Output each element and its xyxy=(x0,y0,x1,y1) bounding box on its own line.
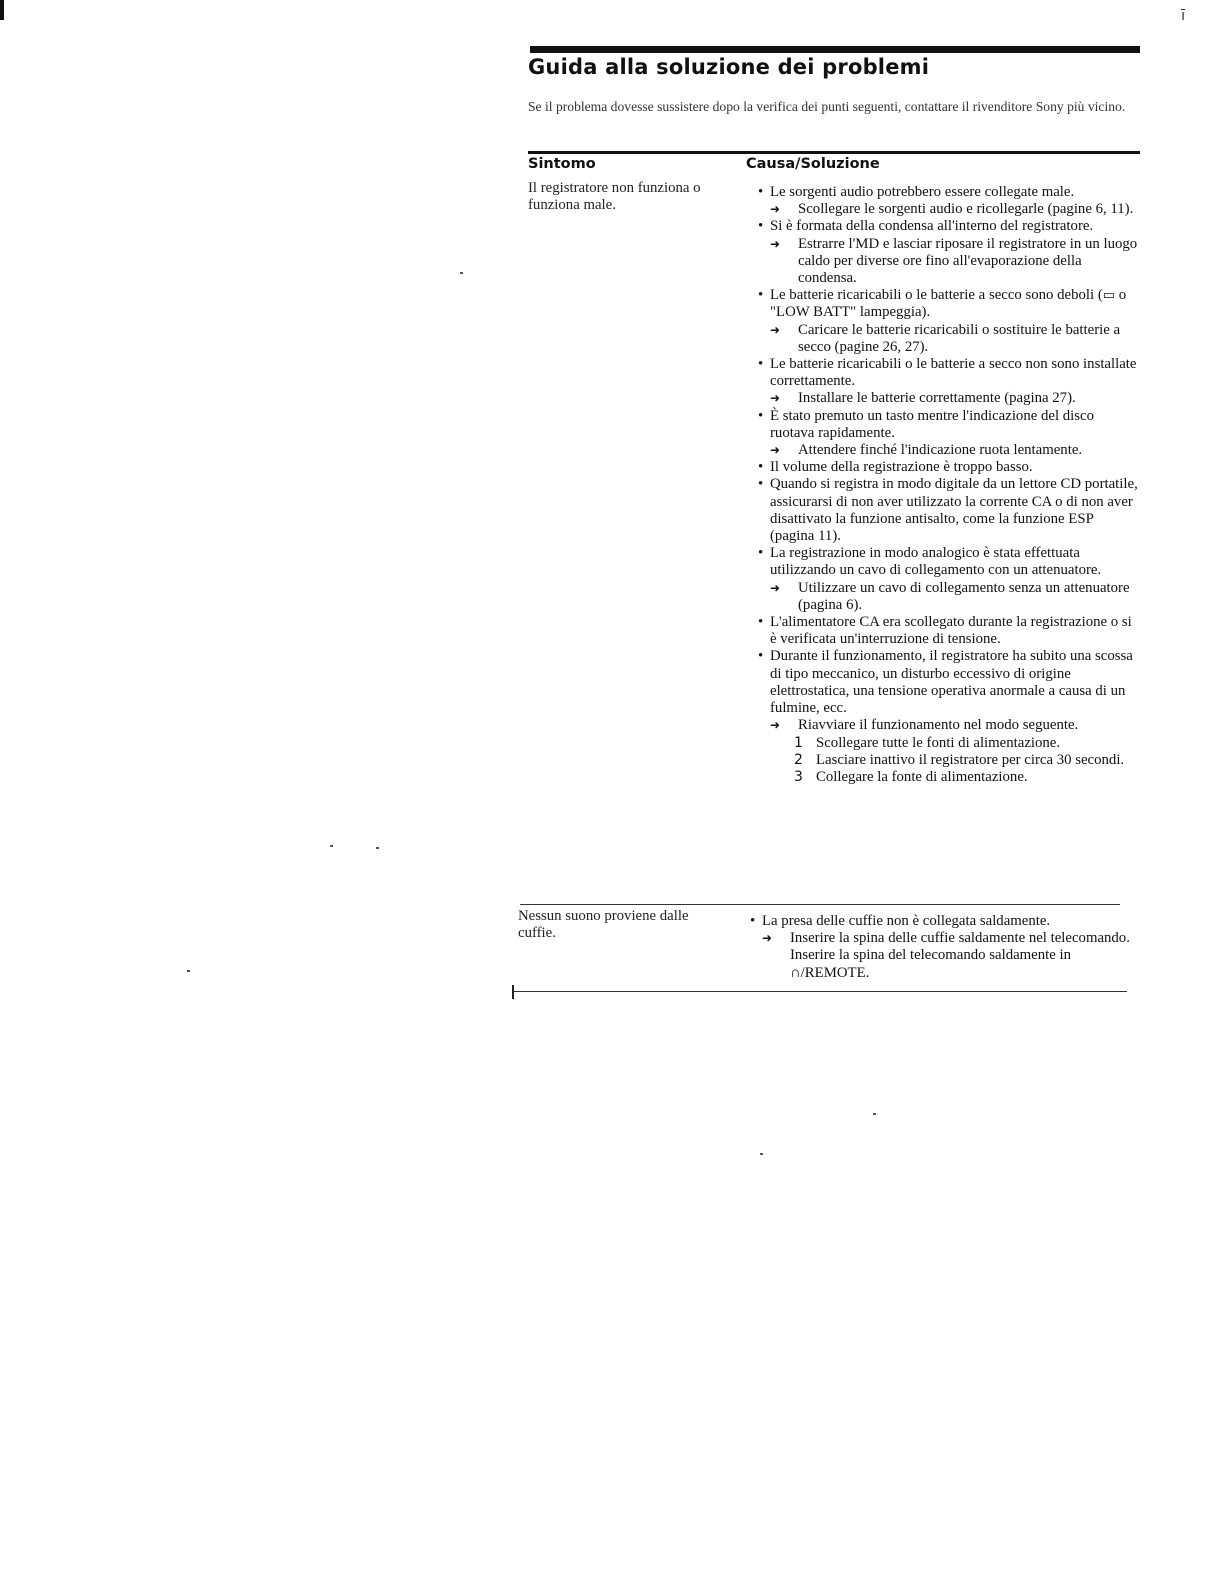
title-top-rule xyxy=(530,46,1140,53)
cause-solution-list xyxy=(758,184,1140,786)
cause-text: Quando si registra in modo digitale da un lettore CD portatile, assicurarsi di non aver utilizzato la corrente CA o di non aver disattivato la funzione antisalto, come la funzione ESP (pagina 11). xyxy=(770,476,1138,545)
cause-item xyxy=(758,459,1140,476)
step-text: Collegare la fonte di alimentazione. xyxy=(816,768,1028,785)
battery-icon: ▭ xyxy=(1102,288,1116,304)
solution-text: Riavviare il funzionamento nel modo seguente. xyxy=(798,717,1079,734)
solution-item xyxy=(758,236,1140,288)
solution-text: Utilizzare un cavo di collegamento senza un attenuatore (pagina 6). xyxy=(798,579,1130,613)
cause-text: Le batterie ricaricabili o le batterie a secco non sono installate correttamente. xyxy=(770,356,1137,390)
solution-text: Scollegare le sorgenti audio e ricollegarle (pagine 6, 11). xyxy=(798,201,1134,218)
cause-text: Il volume della registrazione è troppo basso. xyxy=(770,459,1033,476)
scan-speck xyxy=(376,847,379,849)
cause-text: o "LOW BATT" lampeggia). xyxy=(770,287,1127,321)
step-number: 2 xyxy=(794,751,803,768)
intro-paragraph: Se il problema dovesse sussistere dopo la verifica dei punti seguenti, contattare il rivenditore Sony più vicino. xyxy=(528,99,1126,114)
solution-step xyxy=(758,769,1140,786)
symptom-text: Il registratore non funziona o funziona male. xyxy=(528,180,701,213)
solution-step xyxy=(758,752,1140,769)
bottom-tick-mark xyxy=(512,985,514,999)
cause-item xyxy=(758,476,1140,545)
cause-text: L'alimentatore CA era scollegato durante la registrazione o si è verificata un'interruzione di tensione. xyxy=(770,614,1132,648)
column-header-symptom: Sintomo xyxy=(528,156,596,172)
symptom-text: Nessun suono proviene dalle cuffie. xyxy=(518,908,689,941)
column-header-cause-solution: Causa/Soluzione xyxy=(746,156,880,172)
step-text: Lasciare inattivo il registratore per circa 30 secondi. xyxy=(816,751,1125,768)
solution-item xyxy=(758,717,1140,734)
scan-speck xyxy=(330,845,333,847)
scan-speck xyxy=(460,272,463,274)
solution-text: Inserire la spina delle cuffie saldamente nel telecomando. Inserire la spina del telecomando saldamente in ∩/REMOTE. xyxy=(790,930,1130,981)
solution-item xyxy=(750,930,1130,982)
solution-item xyxy=(758,322,1140,356)
solution-text: Installare le batterie correttamente (pagina 27). xyxy=(798,390,1076,407)
solution-text: Caricare le batterie ricaricabili o sostituire le batterie a secco (pagine 26, 27). xyxy=(798,321,1121,355)
step-text: Scollegare tutte le fonti di alimentazione. xyxy=(816,734,1061,751)
corner-mark: ī xyxy=(1181,8,1185,24)
cause-solution-list xyxy=(750,913,1130,982)
cause-item xyxy=(758,218,1140,235)
solution-item xyxy=(758,390,1140,407)
cause-item xyxy=(758,287,1140,321)
cause-item xyxy=(758,408,1140,442)
scan-speck xyxy=(873,1113,876,1115)
table-bottom-rule xyxy=(512,991,1127,992)
cause-item xyxy=(758,184,1140,201)
cause-item xyxy=(758,614,1140,648)
cause-text: È stato premuto un tasto mentre l'indicazione del disco ruotava rapidamente. xyxy=(770,407,1094,441)
row-divider xyxy=(520,904,1120,905)
scan-speck xyxy=(760,1153,763,1155)
cause-item xyxy=(758,545,1140,579)
page-edge-mark xyxy=(0,0,4,20)
cause-item xyxy=(750,913,1130,930)
table-header-rule xyxy=(528,151,1140,154)
solution-item xyxy=(758,442,1140,459)
step-number: 1 xyxy=(794,734,803,751)
solution-item xyxy=(758,580,1140,614)
cause-text: Le sorgenti audio potrebbero essere collegate male. xyxy=(770,184,1075,200)
step-number: 3 xyxy=(794,768,803,785)
solution-text: Attendere finché l'indicazione ruota lentamente. xyxy=(798,442,1083,459)
cause-item xyxy=(758,356,1140,390)
solution-text: Estrarre l'MD e lasciar riposare il registratore in un luogo caldo per diverse ore fino all'evaporazione della condensa. xyxy=(798,235,1138,287)
cause-text: La presa delle cuffie non è collegata saldamente. xyxy=(762,913,1051,929)
cause-text: Le batterie ricaricabili o le batterie a secco sono deboli ( xyxy=(770,287,1103,304)
cause-text: La registrazione in modo analogico è stata effettuata utilizzando un cavo di collegamento con un attenuatore. xyxy=(770,545,1102,579)
cause-text: Si è formata della condensa all'interno del registratore. xyxy=(770,218,1094,235)
cause-item xyxy=(758,648,1140,717)
solution-step xyxy=(758,735,1140,752)
page-title: Guida alla soluzione dei problemi xyxy=(528,55,930,79)
cause-text: Durante il funzionamento, il registratore ha subito una scossa di tipo meccanico, un disturbo eccessivo di origine elettrostatica, una tensione operativa anormale a causa di un fulmine, ecc. xyxy=(770,648,1133,717)
solution-item xyxy=(758,201,1140,218)
scan-speck xyxy=(187,970,190,972)
